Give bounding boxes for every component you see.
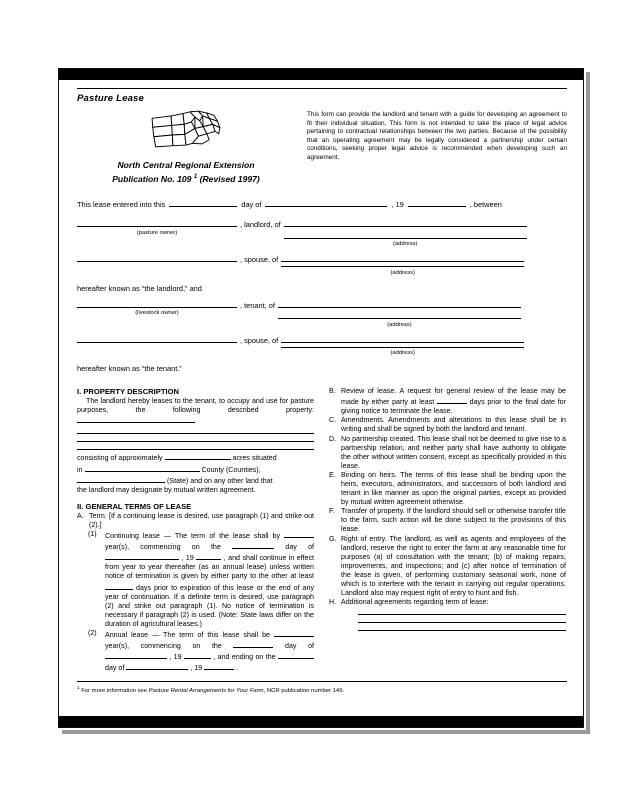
tenant-spouse-address-caption: (address)	[390, 350, 415, 357]
pasture-owner-caption: (pasture owner)	[136, 229, 178, 236]
between-label: , between	[469, 200, 502, 210]
term-item-c-key: C.	[329, 416, 337, 425]
footnote-italic-title: Pasture Rental Arrangements for Your Farm	[148, 687, 264, 694]
north-central-states-map-icon	[147, 110, 225, 154]
term-item-f-text: If the landlord should sell or otherwise transfer title to the farm, such action will be done subject to the provisions of this lease.	[341, 507, 566, 534]
year-blank[interactable]	[408, 198, 466, 207]
term-item-e-title: Binding on heirs.	[341, 470, 397, 479]
tenant-address-caption: (address)	[387, 321, 412, 328]
term-item-e	[329, 471, 566, 507]
tenant-address-blank-1[interactable]	[278, 299, 521, 308]
in-label: in	[77, 465, 83, 474]
footnote	[77, 685, 567, 694]
page-content	[77, 88, 567, 710]
a1-month-blank[interactable]	[105, 552, 179, 560]
property-intro-text: The landlord hereby leases to the tenant, to occupy and use for pasture purposes, the following described property:	[77, 397, 314, 415]
b-days-blank[interactable]	[437, 396, 467, 404]
day-blank[interactable]	[169, 198, 237, 207]
document-page-wrapper	[58, 68, 586, 730]
a2-end-day-blank[interactable]	[278, 651, 314, 659]
term-item-a2	[88, 629, 314, 673]
tenant-spouse-label: , spouse, of	[240, 335, 279, 345]
county-blank[interactable]	[85, 464, 200, 472]
landlord-spouse-address-blank-2[interactable]	[281, 258, 524, 267]
a2-text-d: , 19	[169, 653, 182, 662]
lease-entered-label: This lease entered into this	[77, 200, 166, 210]
footnote-separator	[77, 681, 567, 693]
term-item-g-body	[341, 535, 566, 599]
a2-end-year-blank[interactable]	[204, 662, 234, 670]
term-item-d-key: D.	[329, 434, 337, 443]
term-item-d-title: No partnership created.	[341, 434, 416, 443]
publication-revision: (Revised 1997)	[199, 173, 260, 184]
term-item-f-title: Transfer of property.	[341, 507, 405, 516]
tenant-address-blank-2[interactable]	[278, 310, 521, 319]
a2-text-e: , and ending on the	[213, 653, 276, 662]
a1-text-f: days prior to expiration of this lease or the end of any year of continuation. If a definite term is desired, use paragraph (2) and strike out paragraph (1). No notice of termination is necessary if paragraph (2) is used. (Note: State laws differ on the duration of agricultural leases.)	[105, 583, 314, 628]
header-left-block	[77, 110, 295, 185]
property-blank-1[interactable]	[77, 415, 195, 423]
term-item-c-body	[341, 416, 566, 434]
a1-days-blank[interactable]	[105, 582, 133, 590]
year-prefix-label: , 19	[391, 200, 404, 210]
page-title: Pasture Lease	[77, 93, 145, 104]
term-item-a2-body	[105, 629, 314, 673]
a2-text-g: , 19	[190, 664, 203, 673]
state-label: (State) and on any other land that	[166, 476, 273, 485]
term-item-c-title: Amendments.	[341, 416, 385, 425]
a2-text-h: .	[236, 664, 239, 673]
term-item-a-text: [If a continuing lease is desired, use paragraph (1) and strike out (2).]	[89, 511, 314, 529]
landlord-address-blank-2[interactable]	[284, 230, 527, 239]
term-item-g-text: The landlord, as well as agents and employees of the landlord, reserve the right to enter the farm at any reasonable time for purposes (a) of consultation with the tenant; (b) of making repairs, improvements, and inspections; and (c) after notice of termination of the lease is given, of performing customary seasonal work, none of which is to interfere with the tenant in carrying out regular operations. Landlord also may request right of entry to hunt and fish.	[341, 534, 567, 598]
term-item-f	[329, 507, 566, 534]
day-of-label: day of	[241, 200, 262, 210]
property-blank-4[interactable]	[77, 449, 314, 450]
lease-date-row	[77, 198, 567, 209]
a1-text-d: , 19	[181, 554, 194, 563]
section-property-intro	[77, 397, 314, 426]
term-item-h-text: Additional agreements regarding term of lease:	[341, 598, 489, 607]
document-header	[77, 110, 567, 185]
a2-year-blank[interactable]	[184, 651, 211, 659]
publication-title	[77, 160, 295, 185]
term-item-a	[77, 512, 314, 530]
right-column	[329, 387, 566, 673]
h-blank-3[interactable]	[358, 630, 566, 631]
a2-years-blank[interactable]	[274, 629, 314, 637]
a2-text-f: day of	[105, 664, 125, 673]
term-item-a1	[88, 530, 314, 629]
tenant-label: , tenant, of	[240, 300, 275, 310]
a1-year-blank[interactable]	[196, 552, 221, 560]
left-column	[77, 387, 314, 673]
a2-text-a: Annual lease — The term of this lease shall be	[105, 631, 270, 640]
term-item-d	[329, 435, 566, 471]
consisting-label: consisting of approximately	[77, 454, 163, 463]
term-item-f-key: F.	[329, 507, 335, 516]
footnote-marker: 1	[77, 684, 80, 690]
term-item-g-key: G.	[329, 534, 337, 543]
publication-line-1: North Central Regional Extension	[117, 160, 255, 170]
term-item-b-body	[341, 387, 566, 416]
hereafter-landlord-text: hereafter known as “the landlord,” and	[77, 283, 202, 293]
term-item-g-title: Right of entry.	[341, 534, 387, 543]
landlord-name-blank[interactable]	[77, 218, 237, 227]
a1-text-b: year(s), commencing on the	[105, 543, 221, 552]
term-item-g	[329, 535, 566, 599]
page-bottom-black-bar	[59, 716, 583, 727]
term-item-b	[329, 387, 566, 416]
footnote-text-after: , NCR publication number 149.	[263, 687, 345, 694]
state-blank[interactable]	[77, 475, 165, 483]
term-item-f-body	[341, 507, 566, 534]
acres-blank[interactable]	[165, 452, 231, 460]
landlord-spouse-label: , spouse, of	[240, 255, 279, 265]
h-blank-2[interactable]	[358, 622, 566, 623]
term-item-d-body	[341, 435, 566, 471]
property-state-line	[77, 475, 314, 486]
term-item-a1-body	[105, 530, 314, 629]
term-item-h	[329, 598, 566, 607]
intro-paragraph: This form can provide the landlord and tenant with a guide for developing an agreement to fit their individual situation. This form is not intended to take the place of legal advice pertaining to contractual relationships between the two parties. Because of the possibility that an operating agreement may be legally considered a partnership under certain conditions, seeking proper legal advice is recommended when developing such an agreement.	[307, 111, 567, 161]
title-top-rule	[77, 88, 567, 89]
h-blank-1[interactable]	[358, 614, 566, 615]
term-item-a2-key: (2)	[88, 629, 97, 638]
a1-day-blank[interactable]	[232, 541, 274, 549]
term-item-a1-key: (1)	[88, 530, 97, 539]
parties-form	[77, 198, 567, 373]
a1-text-a: Continuing lease — The term of the lease shall by	[105, 532, 280, 541]
a2-text-b: year(s), commencing on the	[105, 642, 222, 651]
hereafter-tenant-text: hereafter known as “the tenant.”	[77, 364, 182, 374]
landlord-spouse-address-caption: (address)	[390, 269, 415, 276]
a1-text-e: , and shall continue in effect from year to year thereafter (as an annual lease) unless written notice of termination is given by either party to the other at least	[105, 554, 314, 581]
term-item-b-text-a: A request for general review of the lease may be made by either party at least	[341, 387, 566, 407]
livestock-owner-caption: (livestock owner)	[135, 310, 179, 317]
landlord-spouse-name-blank[interactable]	[77, 253, 237, 262]
term-item-h-body	[341, 598, 566, 607]
document-page	[58, 68, 584, 728]
landlord-address-blank-1[interactable]	[284, 218, 527, 227]
term-item-e-key: E.	[329, 470, 336, 479]
a1-text-c: day of	[285, 543, 314, 552]
landlord-label: , landlord, of	[240, 220, 281, 230]
county-label: County (Counties),	[201, 465, 261, 474]
term-item-e-text: The terms of this lease shall be binding upon the heirs, executors, administrators, and successors of both landlord and tenant in like manner as upon the original parties, except as provided by mutual written agreement otherwise.	[341, 470, 567, 507]
term-item-d-text: This lease shall not be deemed to give rise to a partnership relation, and neither party shall have authority to obligate the other without written consent, except as specifically provided in this lease.	[341, 434, 566, 470]
term-item-a-body	[89, 512, 314, 530]
term-item-h-key: H.	[329, 598, 337, 607]
property-acreage-line	[77, 452, 314, 463]
a2-month-blank[interactable]	[105, 651, 167, 659]
a2-text-c: day of	[285, 642, 314, 651]
tenant-name-blank[interactable]	[77, 299, 237, 308]
publication-line-2: Publication No. 109	[112, 173, 192, 184]
term-item-c-text: Amendments and alterations to this lease shall be in writing and shall be signed by both the landlord and tenant.	[341, 416, 566, 434]
section-property-heading: I. PROPERTY DESCRIPTION	[77, 387, 179, 397]
landlord-address-caption: (address)	[392, 241, 418, 248]
property-blank-3[interactable]	[77, 441, 314, 442]
term-item-b-title: Review of lease.	[341, 387, 397, 396]
acres-situated-label: acres situated	[232, 454, 277, 463]
term-item-e-body	[341, 471, 566, 507]
tenant-spouse-address-blank-2[interactable]	[281, 339, 524, 348]
page-top-black-bar	[59, 69, 583, 80]
month-blank[interactable]	[265, 198, 387, 207]
property-designate-line: the landlord may designate by mutual written agreement.	[77, 485, 256, 494]
a2-day-blank[interactable]	[233, 640, 273, 648]
publication-footnote-marker: 1	[193, 173, 198, 180]
section-terms-heading: II. GENERAL TERMS OF LEASE	[77, 501, 192, 511]
term-item-a-title: Term.	[89, 511, 107, 520]
tenant-spouse-name-blank[interactable]	[77, 334, 237, 343]
term-item-b-text-b: days prior to the final date for giving notice to terminate the lease.	[341, 398, 566, 416]
a2-end-month-blank[interactable]	[126, 662, 188, 670]
term-item-c	[329, 416, 566, 434]
a1-years-blank[interactable]	[284, 530, 314, 538]
body-columns	[77, 387, 567, 673]
term-item-b-key: B.	[329, 387, 336, 396]
property-county-line	[77, 464, 314, 475]
property-blank-2[interactable]	[77, 433, 314, 434]
footnote-text-before: For more information see	[81, 687, 148, 694]
term-item-a-key: A.	[77, 511, 84, 520]
